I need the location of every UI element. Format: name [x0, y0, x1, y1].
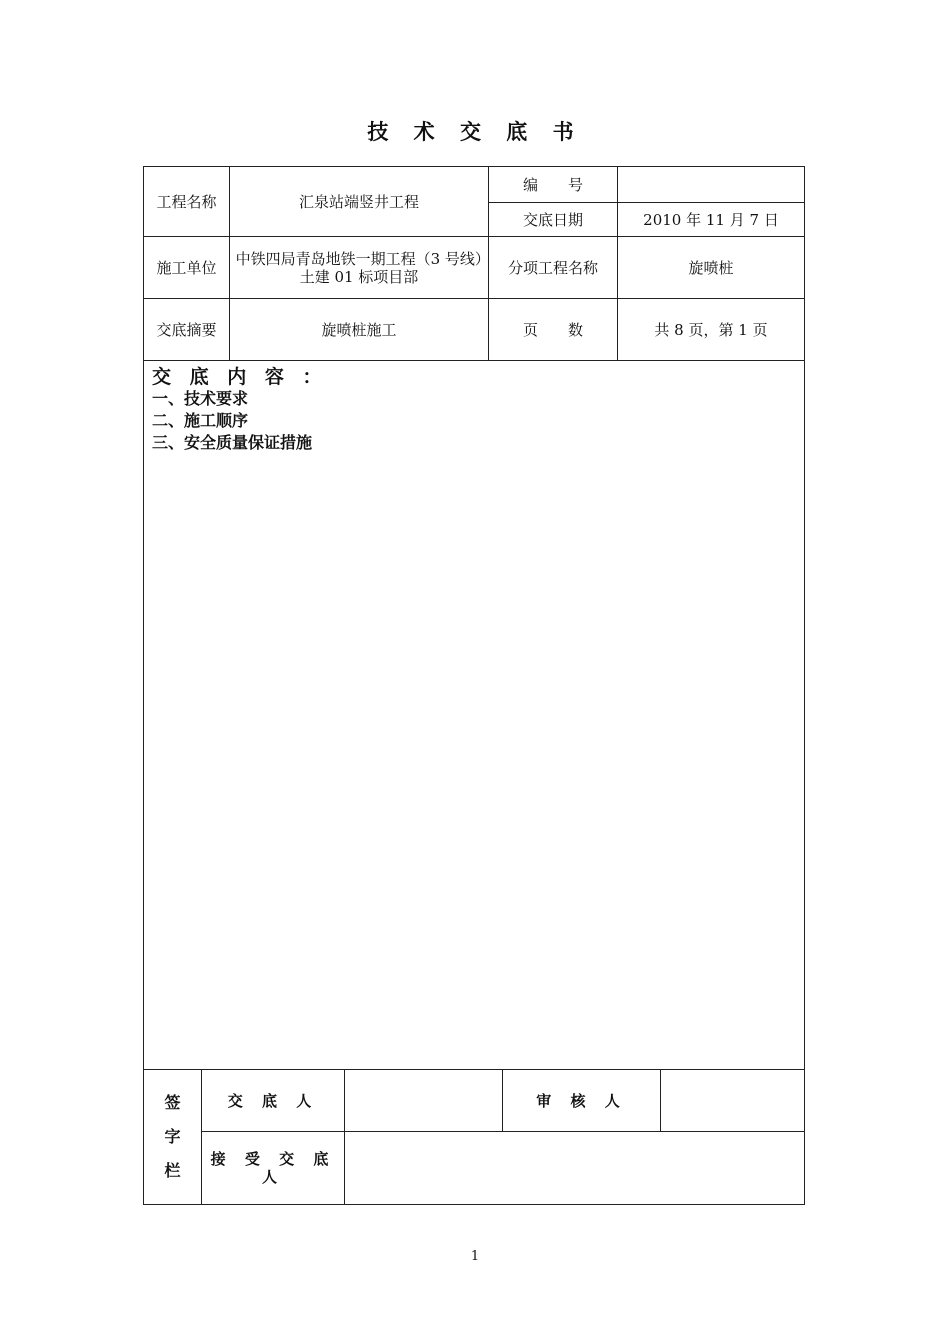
content-item: 二、施工顺序 — [152, 411, 249, 430]
reviewer-label: 审 核 人 — [536, 1091, 627, 1110]
reviewer-signature-field[interactable] — [661, 1070, 804, 1131]
presenter-label: 交 底 人 — [227, 1091, 319, 1110]
content-heading: 交 底 内 容 ： — [152, 366, 328, 388]
number-value[interactable] — [618, 167, 804, 202]
number-label: 编 号 — [522, 175, 583, 194]
page-number: 1 — [470, 1249, 480, 1264]
project-name-value: 汇泉站端竖井工程 — [298, 192, 419, 211]
receiver-signature-field[interactable] — [345, 1132, 804, 1204]
summary-value: 旋喷桩施工 — [321, 320, 397, 339]
receiver-label: 接 受 交 底 人 — [210, 1150, 336, 1186]
signature-column-label — [144, 1070, 201, 1204]
signature-char: 字 — [164, 1127, 181, 1146]
divider — [143, 360, 805, 361]
disclosure-content — [152, 366, 327, 454]
content-item: 一、技术要求 — [152, 389, 249, 408]
project-name-label: 工程名称 — [156, 192, 217, 211]
date-value: 2010 年 11 月 7 日 — [643, 210, 779, 229]
sub-project-value: 旋喷桩 — [688, 258, 734, 277]
unit-value: 中铁四局青岛地铁一期工程（3 号线）土建 01 标项目部 — [235, 249, 483, 286]
document-title: 技 术 交 底 书 — [367, 120, 583, 144]
unit-label: 施工单位 — [156, 258, 217, 277]
sub-project-label: 分项工程名称 — [507, 258, 598, 277]
pages-label: 页 数 — [522, 320, 583, 339]
pages-value: 共 8 页，第 1 页 — [654, 320, 768, 339]
summary-label: 交底摘要 — [156, 320, 217, 339]
signature-char: 签 — [164, 1093, 181, 1112]
content-item: 三、安全质量保证措施 — [152, 433, 313, 452]
signature-char: 栏 — [164, 1161, 181, 1180]
date-label: 交底日期 — [522, 210, 583, 229]
presenter-signature-field[interactable] — [345, 1070, 502, 1131]
